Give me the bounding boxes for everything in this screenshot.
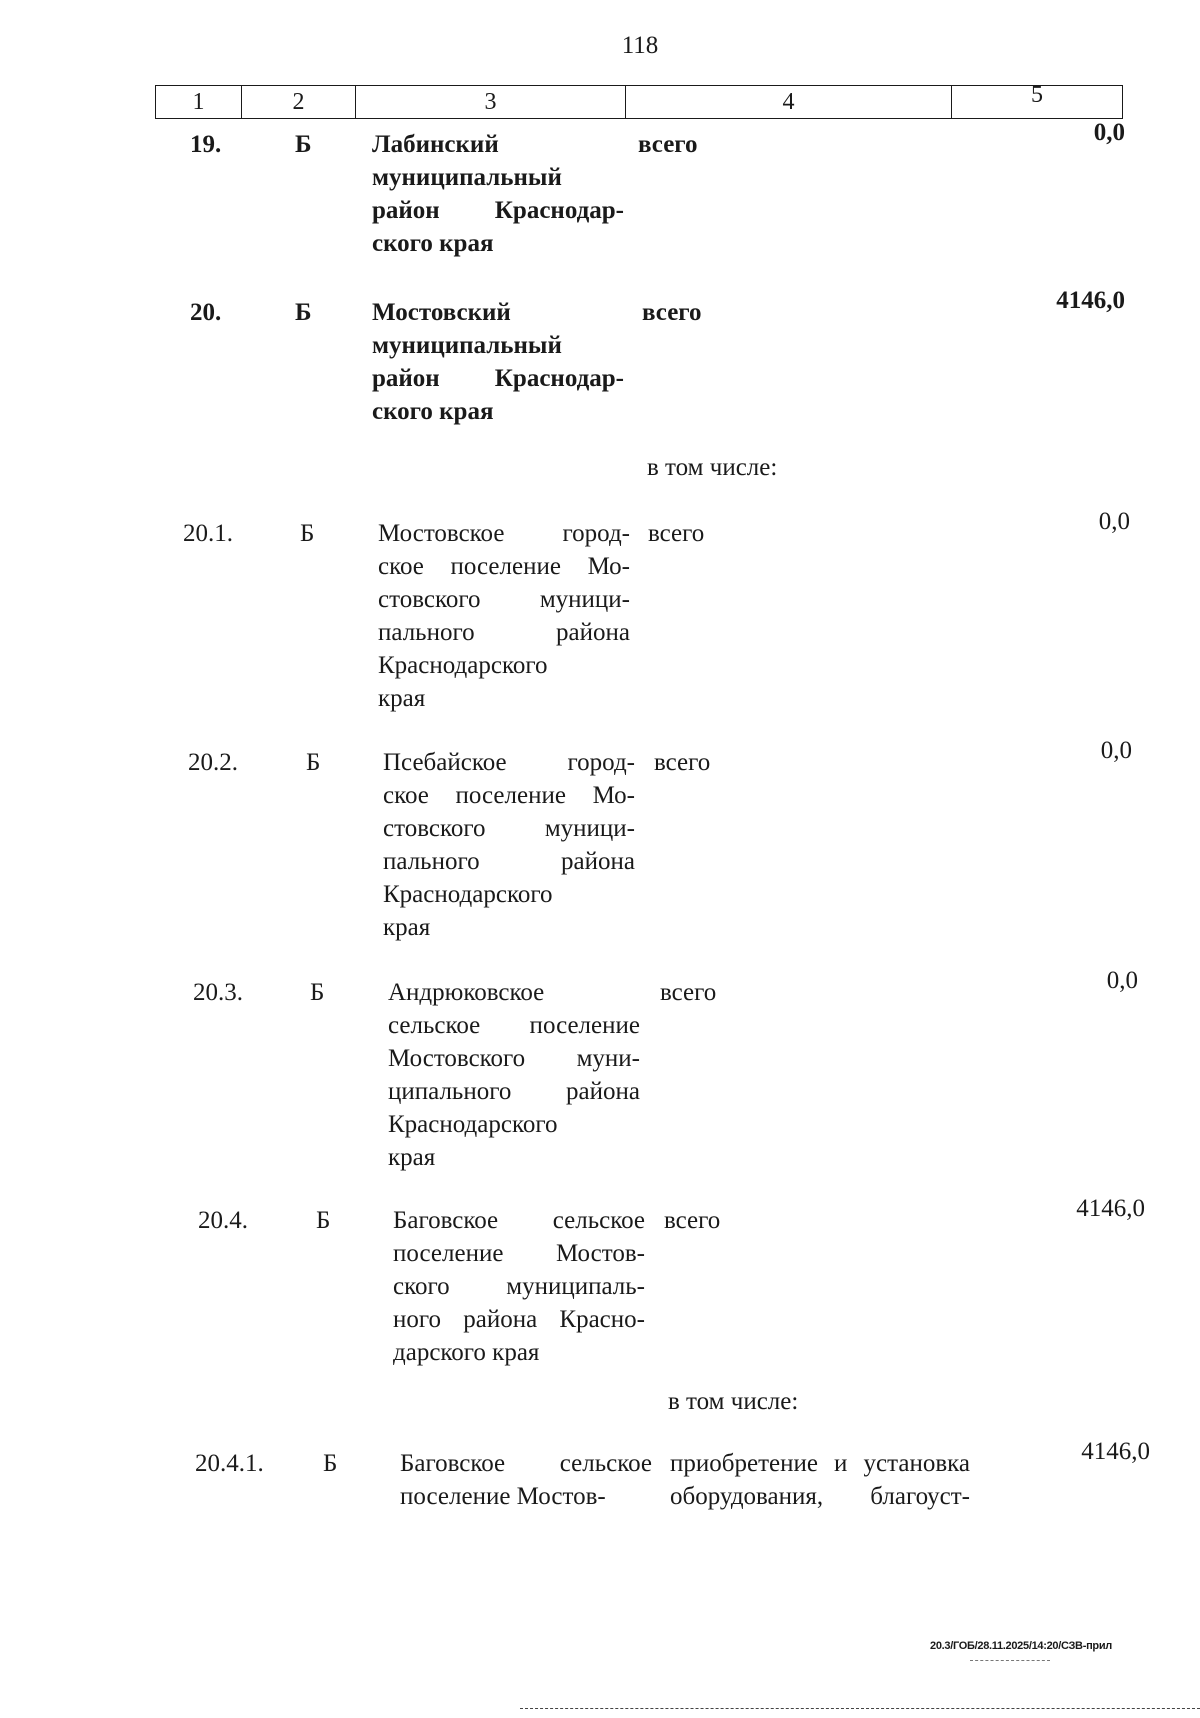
row-name-line: муниципальный — [372, 164, 562, 191]
row-name-line: стовского муници- — [383, 815, 635, 842]
row-category: Б — [295, 299, 312, 326]
row-description — [664, 1204, 984, 1237]
bottom-rule — [520, 1708, 1200, 1709]
row-name-line: Мостовского муни- — [388, 1045, 640, 1072]
row-description — [638, 128, 958, 161]
row-number: 20.4.1. — [195, 1450, 264, 1477]
row-description — [654, 746, 974, 779]
row-name-line: края — [383, 914, 431, 941]
row-name-line: ское поселение Мо- — [383, 782, 635, 809]
row-name-line: сельское поселение — [388, 1012, 640, 1039]
row-value: 4146,0 — [1056, 287, 1125, 314]
row-name-line: дарского края — [393, 1339, 540, 1366]
document-footer-code: 20.3/ГОБ/28.11.2025/14:20/СЗВ-прил — [930, 1640, 1112, 1652]
row-description-line: приобретение и установка — [670, 1450, 970, 1477]
row-name-line: район Краснодар- — [372, 197, 624, 224]
page-number: 118 — [621, 32, 659, 59]
row-description — [660, 976, 980, 1009]
row-name-line: Мостовский — [372, 299, 511, 326]
row-name-line: Лабинский — [372, 131, 499, 158]
row-name — [378, 517, 630, 715]
row-name-line: ское поселение Мо- — [378, 553, 630, 580]
row-name-line: ского края — [372, 398, 494, 425]
subheader-in-total: в том числе: — [668, 1388, 799, 1415]
row-name — [372, 296, 624, 428]
row-name-line: район Краснодар- — [372, 365, 624, 392]
row-name-line: ципального района — [388, 1078, 640, 1105]
row-description — [648, 517, 968, 550]
row-number: 20.1. — [183, 520, 233, 547]
column-header-5: 5 — [1031, 82, 1043, 108]
table-column-header — [155, 82, 1123, 119]
row-name — [383, 746, 635, 944]
row-category: Б — [300, 520, 315, 547]
row-value: 0,0 — [1100, 737, 1132, 764]
row-value: 0,0 — [1093, 119, 1125, 146]
row-number: 20.2. — [188, 749, 238, 776]
row-description — [670, 1447, 990, 1513]
row-name-line: Краснодарского — [378, 652, 548, 679]
row-name-line: ского муниципаль- — [393, 1273, 645, 1300]
row-name-line: муниципальный — [372, 332, 562, 359]
column-header-3: 3 — [356, 86, 626, 118]
column-header-1: 1 — [156, 86, 242, 118]
row-description-line: всего — [638, 131, 698, 158]
row-value: 4146,0 — [1076, 1195, 1145, 1222]
row-description-line: всего — [660, 979, 717, 1006]
row-name-line: края — [388, 1144, 436, 1171]
row-name-line: Баговское сельское — [393, 1207, 645, 1234]
column-header-2: 2 — [242, 86, 356, 118]
row-name-line: Баговское сельское — [400, 1450, 652, 1477]
column-header-4: 4 — [626, 86, 952, 118]
row-name-line: ского края — [372, 230, 494, 257]
row-description-line: всего — [654, 749, 711, 776]
row-name-line: Краснодарского — [383, 881, 553, 908]
row-name-line: стовского муници- — [378, 586, 630, 613]
row-number: 20. — [190, 299, 222, 326]
row-name-line: пального района — [383, 848, 635, 875]
row-name-line: поселение Мостов- — [400, 1483, 606, 1510]
row-description-line: всего — [664, 1207, 721, 1234]
row-name-line: Псебайское город- — [383, 749, 635, 776]
row-name — [400, 1447, 652, 1513]
row-name — [388, 976, 640, 1174]
subheader-in-total: в том числе: — [647, 454, 778, 481]
row-name-line: поселение Мостов- — [393, 1240, 645, 1267]
row-category: Б — [316, 1207, 331, 1234]
row-category: Б — [295, 131, 312, 158]
row-description — [642, 296, 962, 329]
row-number: 19. — [190, 131, 222, 158]
row-name — [372, 128, 624, 260]
row-name-line: Мостовское город- — [378, 520, 630, 547]
row-category: Б — [310, 979, 325, 1006]
row-description-line: всего — [648, 520, 705, 547]
row-number: 20.4. — [198, 1207, 248, 1234]
row-name-line: края — [378, 685, 426, 712]
row-value: 0,0 — [1106, 967, 1138, 994]
row-category: Б — [323, 1450, 338, 1477]
row-number: 20.3. — [193, 979, 243, 1006]
row-name-line: Андрюковское — [388, 979, 545, 1006]
row-value: 0,0 — [1098, 508, 1130, 535]
row-name-line: Краснодарского — [388, 1111, 558, 1138]
row-description-line: всего — [642, 299, 702, 326]
row-name-line: пального района — [378, 619, 630, 646]
footer-dash-line — [970, 1660, 1050, 1661]
row-name-line: ного района Красно- — [393, 1306, 645, 1333]
row-category: Б — [306, 749, 321, 776]
row-value: 4146,0 — [1081, 1438, 1150, 1465]
row-description-line: оборудования, благоуст- — [670, 1483, 970, 1510]
row-name — [393, 1204, 645, 1369]
